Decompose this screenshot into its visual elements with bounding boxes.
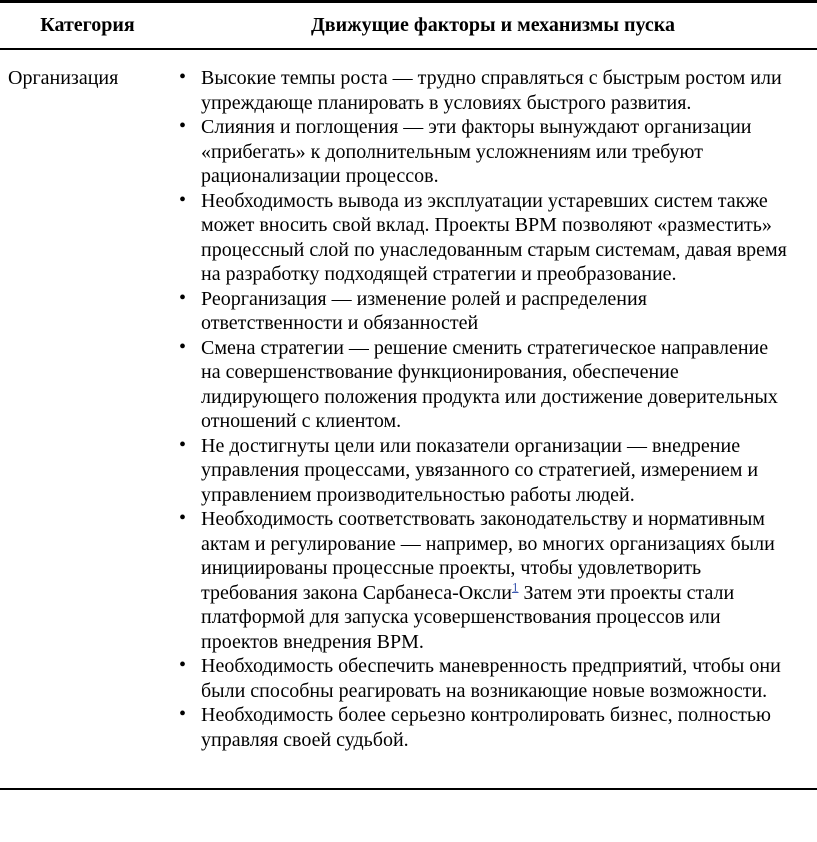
list-item-text: Необходимость соответствовать законодательству и нормативным актам и регулирование — например, во многих организациях были инициированы процессные проекты, чтобы удовлетворить требования закона Сарбанеса-Оксли [201, 508, 775, 604]
list-item-text: Высокие темпы роста — трудно справляться с быстрым ростом или упреждающе планировать в условиях быстрого развития. [201, 67, 782, 114]
table-row [0, 50, 817, 788]
factors-list [165, 66, 791, 752]
table-header-row [0, 3, 817, 50]
list-item-text: Не достигнуты цели или показатели организации — внедрение управления процессами, увязанного со стратегией, измерением и управлением производительностью работы людей. [201, 434, 759, 506]
list-item [177, 434, 791, 508]
list-item-text: Необходимость обеспечить маневренность предприятий, чтобы они были способны реагировать на возникающие новые возможности. [201, 655, 781, 702]
list-item [177, 336, 791, 434]
list-item [177, 654, 791, 703]
bullet-icon: • [179, 66, 187, 88]
list-item [177, 287, 791, 336]
list-item-text: Смена стратегии — решение сменить стратегическое направление на совершенствование функционирования, обеспечение лидирующего положения продукта или достижение доверительных отношений с клиентом. [201, 336, 778, 432]
list-item-text: Реорганизация — изменение ролей и распределения ответственности и обязанностей [201, 287, 647, 334]
bullet-icon: • [179, 703, 187, 725]
list-item-text: Затем эти проекты стали платформой для запуска усовершенствования процессов или проектов внедрения BPM. [201, 581, 735, 653]
list-item [177, 189, 791, 287]
list-item-text: Слияния и поглощения — эти факторы вынуждают организации «прибегать» к дополнительным усложнениям или требуют рационализации процессов. [201, 116, 752, 187]
list-item [177, 507, 791, 654]
category-cell: Организация [8, 67, 119, 89]
bullet-icon: • [179, 286, 187, 309]
bullet-icon: • [179, 433, 187, 456]
column-header-factors: Движущие факторы и механизмы пуска [311, 14, 675, 36]
list-item [177, 703, 791, 752]
list-item-text: Необходимость вывода из эксплуатации устаревших систем также может вносить свой вклад. Проекты BPM позволяют «разместить» процессный слой по унаследованным старым системам, давая время на разработку подходящей стратегии и преобразование. [201, 189, 787, 285]
bullet-icon: • [179, 654, 187, 676]
list-item [177, 115, 791, 189]
column-header-category: Категория [40, 14, 135, 36]
bullet-icon: • [179, 507, 187, 529]
footnote-link[interactable]: 1 [512, 578, 519, 594]
bullet-icon: • [179, 188, 187, 211]
bullet-icon: • [179, 335, 187, 358]
factors-cell [165, 66, 817, 752]
bullet-icon: • [179, 115, 187, 137]
list-item-text: Необходимость более серьезно контролировать бизнес, полностью управляя своей судьбой. [201, 704, 771, 751]
list-item [177, 66, 791, 115]
